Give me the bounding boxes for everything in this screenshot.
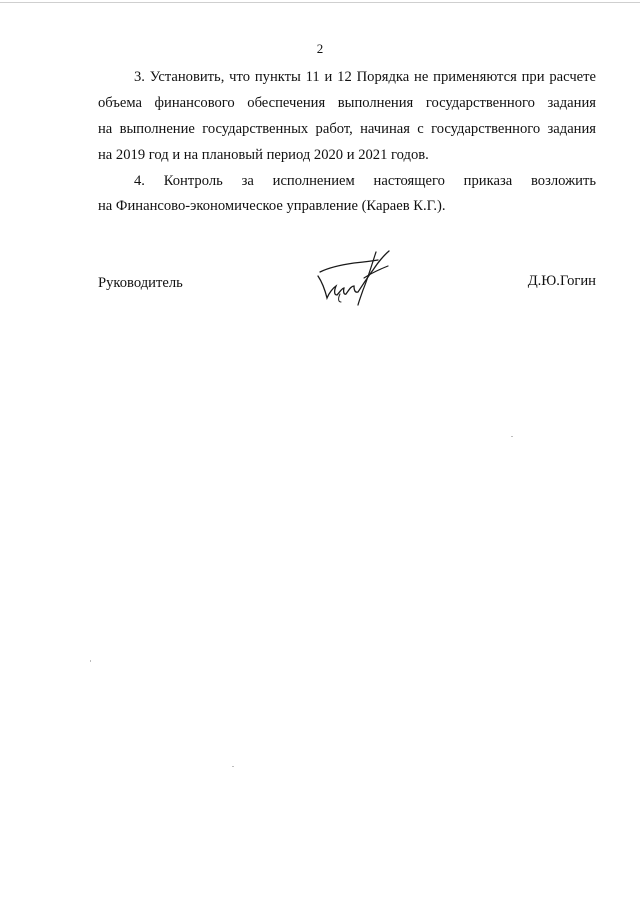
- paragraph-3-line: 3. Установить, что пункты 11 и 12 Порядка не применяются при расчете: [134, 69, 596, 85]
- paragraph-4-line: 4. Контроль за исполнением настоящего приказа возложить: [134, 173, 596, 189]
- paragraph-3-line: на выполнение государственных работ, начиная с государственного задания: [98, 121, 596, 137]
- page-number: 2: [316, 41, 324, 56]
- scan-speck: [232, 766, 234, 767]
- paragraph-3-line: на 2019 год и на плановый период 2020 и 2021 годов.: [98, 147, 429, 163]
- scan-edge-line: [0, 2, 640, 3]
- handwritten-signature: [310, 248, 402, 312]
- signer-title: Руководитель: [98, 275, 183, 291]
- paragraph-3-line: объема финансового обеспечения выполнения государственного задания: [98, 95, 596, 111]
- scan-speck: [90, 660, 91, 662]
- paragraph-4-line: на Финансово-экономическое управление (Караев К.Г.).: [98, 198, 446, 214]
- scan-speck: [511, 436, 513, 437]
- signer-name: Д.Ю.Гогин: [527, 273, 596, 289]
